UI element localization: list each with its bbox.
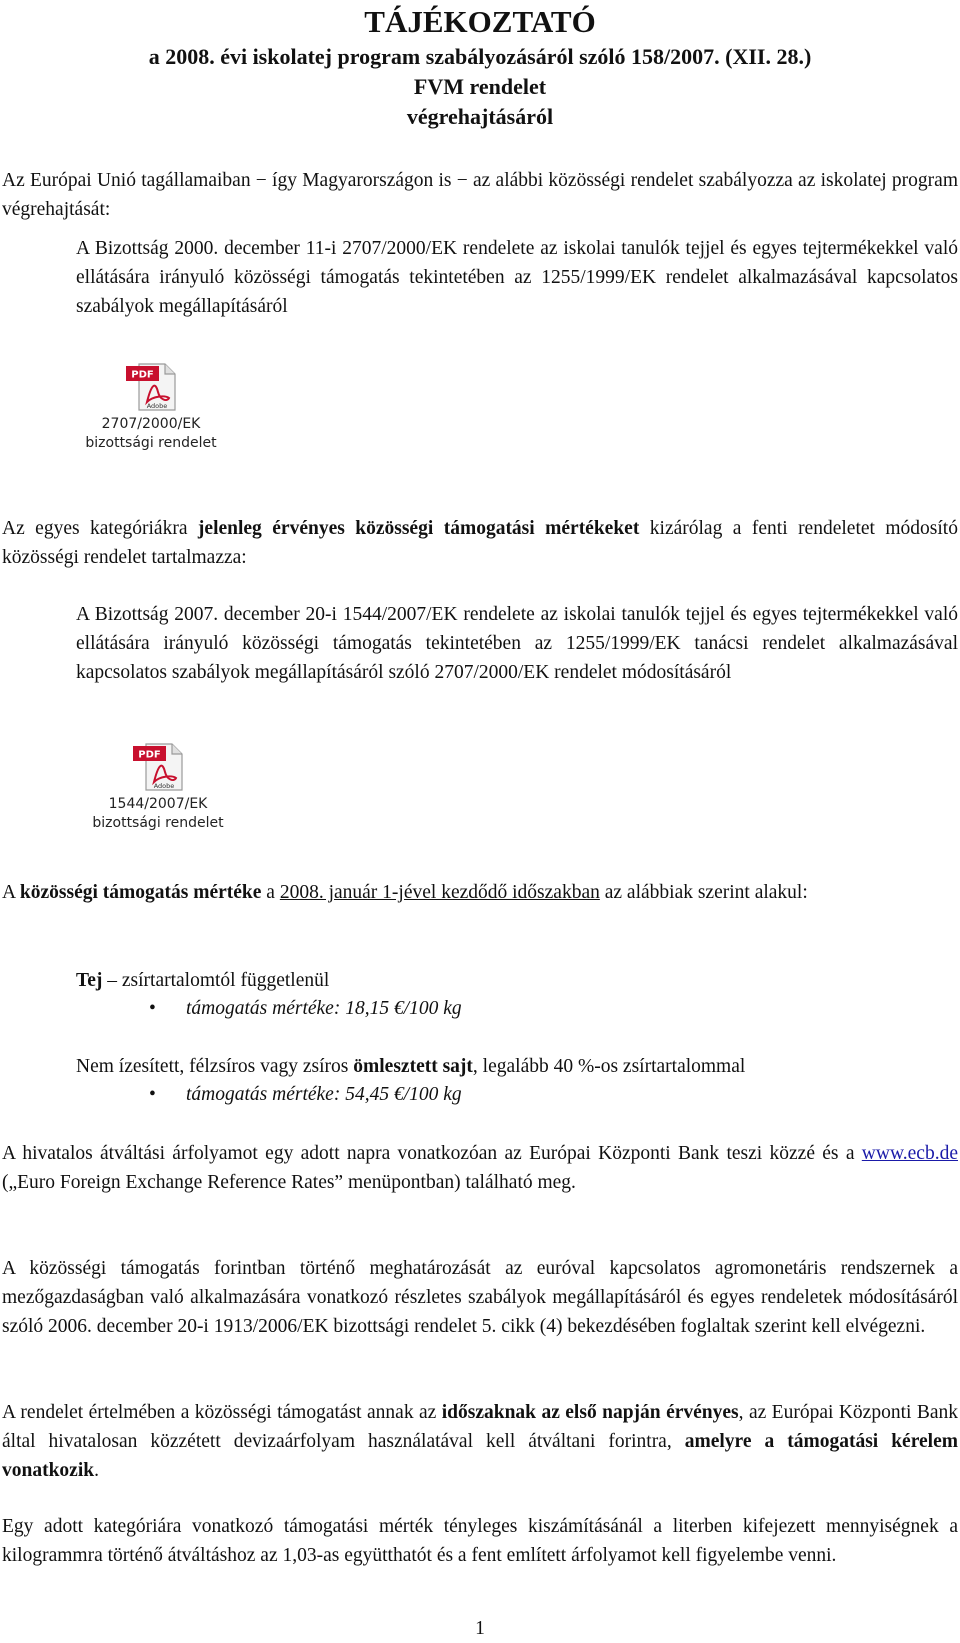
cheese-rate: • támogatás mértéke: 54,45 €/100 kg xyxy=(186,1080,462,1109)
title-block xyxy=(0,0,960,132)
ecb-link[interactable]: www.ecb.de xyxy=(861,1143,958,1164)
page-title: TÁJÉKOZTATÓ xyxy=(364,4,596,39)
regulation-1-text: A Bizottság 2000. december 11-i 2707/2000/EK rendelete az iskolai tanulók tejjel és egyes tejtermékekkel való ellátására irányuló közösségi támogatás tekintetében az 1255/1999/EK rendelet alkalmazásával kapcsolatos szabályok megállapításáról xyxy=(76,238,958,317)
forint-paragraph: A közösségi támogatás forintban történő meghatározását az euróval kapcsolatos agromonetáris rendszernek a mezőgazdaságban való alkalmazására vonatkozó részletes szabályok megállapításáról és egyes rendeletek módosításáról szóló 2006. december 20-i 1913/2006/EK bizottsági rendelet 5. cikk (4) bekezdésében foglaltak szerint kell elvégezni. xyxy=(2,1258,958,1337)
page-number: 1 xyxy=(475,1618,485,1639)
pdf-file-icon xyxy=(125,362,177,412)
pdf-file-icon xyxy=(132,742,184,792)
pdf-label-line-1: 2707/2000/EK xyxy=(101,416,201,432)
title-line-1: a 2008. évi iskolatej program szabályozásáról szóló 158/2007. (XII. 28.) xyxy=(148,44,812,69)
title-line-2: FVM rendelet xyxy=(413,74,547,99)
svg-text:PDF: PDF xyxy=(131,369,154,381)
milk-rate: • támogatás mértéke: 18,15 €/100 kg xyxy=(186,994,462,1023)
bullet-icon: • xyxy=(149,1084,156,1105)
title-line-3: végrehajtásáról xyxy=(406,104,554,129)
pdf-label-line-1: 1544/2007/EK xyxy=(108,796,208,812)
pdf-link-1544-2007[interactable] xyxy=(83,742,233,833)
cheese-category: Nem ízesített, félzsíros vagy zsíros ömlesztett sajt, legalább 40 %-os zsírtartalommal xyxy=(76,1056,746,1077)
regulation-2-text: A Bizottság 2007. december 20-i 1544/2007/EK rendelete az iskolai tanulók tejjel és egyes tejtermékekkel való ellátására irányuló közösségi támogatás tekintetében az 1255/1999/EK tanácsi rendelet alkalmazásával kapcsolatos szabályok megállapításáról szóló 2707/2000/EK rendelet módosításáról xyxy=(76,604,958,683)
intro-paragraph: Az Európai Unió tagállamaiban − így Magyarországon is − az alábbi közösségi rendelet szabályozza az iskolatej program végrehajtását: xyxy=(2,170,958,220)
conversion-paragraph: A rendelet értelmében a közösségi támogatást annak az időszaknak az első napján érvényes, az Európai Központi Bank által hivatalosan közzétett devizaárfolyam használatával kell átváltani forintra, amelyre a támogatási kérelem vonatkozik. xyxy=(2,1402,958,1481)
svg-text:PDF: PDF xyxy=(138,749,161,761)
liter-paragraph: Egy adott kategóriára vonatkozó támogatási mérték tényleges kiszámításánál a literben kifejezett mennyiségnek a kilogrammra történő átváltáshoz az 1,03-as együtthatót és a fent említett árfolyamot kell figyelembe venni. xyxy=(2,1516,958,1566)
milk-category: Tej – zsírtartalomtól függetlenül xyxy=(76,970,330,991)
svg-text:Adobe: Adobe xyxy=(153,782,175,790)
svg-text:Adobe: Adobe xyxy=(146,402,168,410)
categories-paragraph: Az egyes kategóriákra jelenleg érvényes közösségi támogatási mértékeket kizárólag a fenti rendeletet módosító közösségi rendelet tartalmazza: xyxy=(2,518,958,568)
pdf-link-2707-2000[interactable] xyxy=(76,362,226,453)
rate-paragraph: A közösségi támogatás mértéke a 2008. január 1-jével kezdődő időszakban az alábbiak szerint alakul: xyxy=(2,882,808,903)
pdf-label-line-2: bizottsági rendelet xyxy=(92,815,224,831)
bullet-icon: • xyxy=(149,998,156,1019)
pdf-label-line-2: bizottsági rendelet xyxy=(85,435,217,451)
exchange-paragraph: A hivatalos átváltási árfolyamot egy adott napra vonatkozóan az Európai Központi Bank teszi közzé és a www.ecb.de („Euro Foreign Exchange Reference Rates” menüpontban) található meg. xyxy=(2,1143,958,1193)
